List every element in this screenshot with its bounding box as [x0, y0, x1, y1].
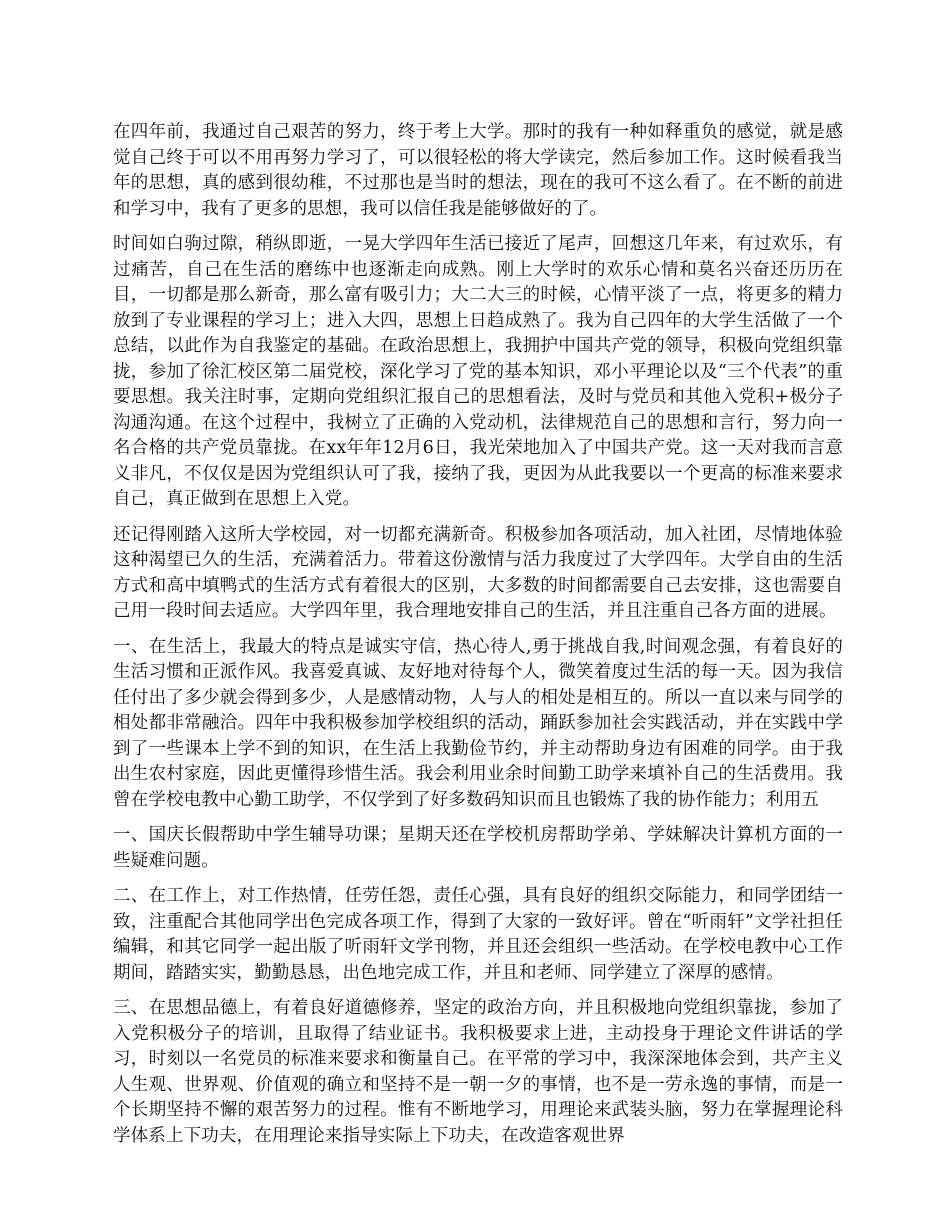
document-body: [113, 120, 843, 1159]
paragraph-7: 三、在思想品德上，有着良好道德修养，坚定的政治方向，并且积极地向党组织靠拢，参加了入党积极分子的培训，且取得了结业证书。我积极要求上进，主动投身于理论文件讲话的学习，时刻以一名党员的标准来要求和衡量自己。在平常的学习中，我深深地体会到，共产主义人生观、世界观、价值观的确立和坚持不是一朝一夕的事情，也不是一劳永逸的事情，而是一个长期坚持不懈的艰苦努力的过程。惟有不断地学习，用理论来武装头脑，努力在掌握理论科学体系上下功夫，在用理论来指导实际上下功夫，在改造客观世界: [113, 998, 843, 1146]
paragraph-1: 在四年前，我通过自己艰苦的努力，终于考上大学。那时的我有一种如释重负的感觉，就是感觉自己终于可以不用再努力学习了，可以很轻松的将大学读完，然后参加工作。这时候看我当年的思想，真的感到很幼稚，不过那也是当时的想法，现在的我可不这么看了。在不断的前进和学习中，我有了更多的思想，我可以信任我是能够做好的了。: [113, 122, 843, 219]
paragraph-6: 二、在工作上，对工作热情，任劳任怨，责任心强，具有良好的组织交际能力，和同学团结一致，注重配合其他同学出色完成各项工作，得到了大家的一致好评。曾在“听雨轩”文学社担任编辑，和其它同学一起出版了听雨轩文学刊物，并且还会组织一些活动。在学校电教中心工作期间，踏踏实实，勤勤恳恳，出色地完成工作，并且和老师、同学建立了深厚的感情。: [113, 886, 843, 983]
paragraph-4: 一、在生活上，我最大的特点是诚实守信，热心待人,勇于挑战自我,时间观念强，有着良好的生活习惯和正派作风。我喜爱真诚、友好地对待每个人，微笑着度过生活的每一天。因为我信任付出了多少就会得到多少，人是感情动物，人与人的相处是相互的。所以一直以来与同学的相处都非常融洽。四年中我积极参加学校组织的活动，踊跃参加社会实践活动，并在实践中学到了一些课本上学不到的知识，在生活上我勤俭节约，并主动帮助身边有困难的同学。由于我出生农村家庭，因此更懂得珍惜生活。我会利用业余时间勤工助学来填补自己的生活费用。我曾在学校电教中心勤工助学，不仅学到了好多数码知识而且也锻炼了我的协作能力；利用五: [113, 636, 843, 810]
paragraph-5: 一、国庆长假帮助中学生辅导功课；星期天还在学校机房帮助学弟、学妹解决计算机方面的一些疑难问题。: [113, 825, 843, 871]
paragraph-2: 时间如白驹过隙，稍纵即逝，一晃大学四年生活已接近了尾声，回想这几年来，有过欢乐，有过痛苦，自己在生活的磨练中也逐渐走向成熟。刚上大学时的欢乐心情和莫名兴奋还历历在目，一切都是那么新奇，那么富有吸引力；大二大三的时候，心情平淡了一点，将更多的精力放到了专业课程的学习上；进入大四，思想上日趋成熟了。我为自己四年的大学生活做了一个总结，以此作为自我鉴定的基础。在政治思想上，我拥护中国共产党的领导，积极向党组织靠拢，参加了徐汇校区第二届党校，深化学习了党的基本知识，邓小平理论以及“三个代表”的重要思想。我关注时事，定期向党组织汇报自己的思想看法，及时与党员和其他入党积+极分子沟通沟通。在这个过程中，我树立了正确的入党动机，法律规范自己的思想和言行，努力向一名合格的共产党员靠拢。在xx年年12月6日，我光荣地加入了中国共产党。这一天对我而言意义非凡，不仅仅是因为党组织认可了我，接纳了我，更因为从此我要以一个更高的标准来要求自己，真正做到在思想上入党。: [113, 234, 843, 509]
paragraph-3: 还记得刚踏入这所大学校园，对一切都充满新奇。积极参加各项活动，加入社团，尽情地体验这种渴望已久的生活，充满着活力。带着这份激情与活力我度过了大学四年。大学自由的生活方式和高中填鸭式的生活方式有着很大的区别，大多数的时间都需要自己去安排，这也需要自己用一段时间去适应。大学四年里，我合理地安排自己的生活，并且注重自己各方面的进展。: [113, 524, 843, 621]
